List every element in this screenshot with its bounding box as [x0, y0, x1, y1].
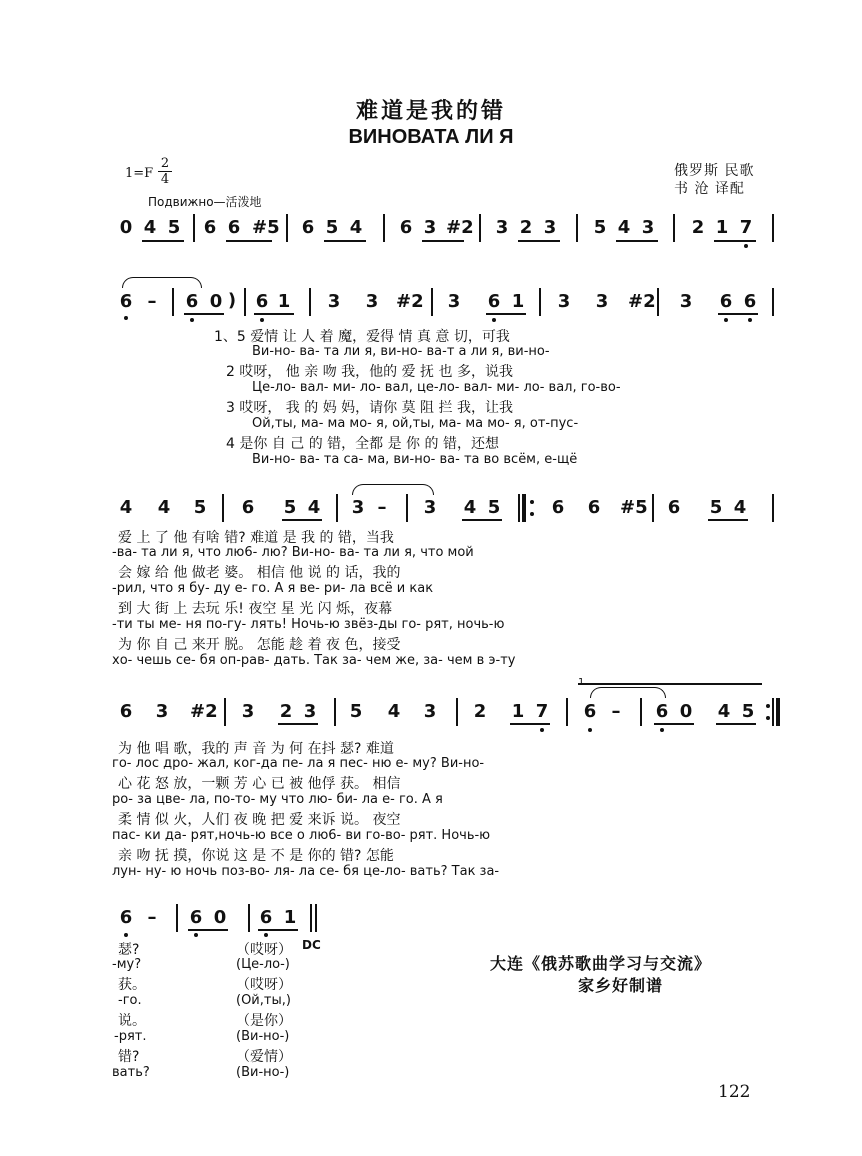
lyric-end: 错?	[118, 1049, 140, 1065]
note: 6	[119, 291, 133, 312]
note: 5	[487, 497, 501, 518]
note: 3	[303, 701, 317, 722]
page-number: 122	[718, 1082, 751, 1102]
note: 3	[495, 217, 509, 238]
note: 3	[543, 217, 557, 238]
eighth-beam	[510, 723, 550, 725]
dash: –	[147, 907, 157, 928]
note: 3	[447, 291, 461, 312]
lyric-line: 为 他 唱 歌，我的 声 音 为 何 在抖 瑟? 难道	[118, 741, 394, 757]
note: #2	[190, 701, 218, 722]
note: 6	[301, 217, 315, 238]
note: 4	[119, 497, 133, 518]
publisher-line-2: 家乡好制谱	[578, 976, 664, 995]
note: 3	[351, 497, 365, 518]
lyric-line: 会 嫁 给 他 做老 婆。 相信 他 说 的 话，我的	[118, 565, 401, 581]
note: 6	[189, 907, 203, 928]
lyric-da-capo: （爱情）	[236, 1049, 292, 1065]
lyric-end: 说。	[118, 1013, 146, 1029]
low-octave-dot	[260, 318, 264, 322]
eighth-beam	[142, 240, 184, 242]
eighth-beam	[518, 240, 560, 242]
note: 6	[551, 497, 565, 518]
barline	[336, 494, 338, 522]
low-octave-dot	[194, 933, 198, 937]
note: 1	[715, 217, 729, 238]
note: 6	[185, 291, 199, 312]
note: 6	[241, 497, 255, 518]
barline	[640, 698, 642, 726]
note: 3	[423, 217, 437, 238]
low-octave-dot	[264, 933, 268, 937]
note: 2	[279, 701, 293, 722]
tempo-marking: Подвижно—活泼地	[148, 195, 262, 209]
note: 3	[423, 701, 437, 722]
low-octave-dot	[588, 728, 592, 732]
barline	[576, 214, 578, 242]
dash: –	[147, 291, 157, 312]
note: 3	[679, 291, 693, 312]
lyric-line: 心 花 怒 放，一颗 芳 心 已 被 他俘 获。 相信	[118, 776, 401, 792]
low-octave-dot	[540, 728, 544, 732]
dash: –	[611, 701, 621, 722]
barline	[539, 288, 541, 316]
lyric-line: 为 你 自 己 来开 脱。 怎能 趁 着 夜 色，接受	[118, 637, 401, 653]
note: 4	[307, 497, 321, 518]
note: 6	[667, 497, 681, 518]
note: 5	[709, 497, 723, 518]
note: 5	[593, 217, 607, 238]
note: 1	[511, 291, 525, 312]
note: 6	[587, 497, 601, 518]
note: 0	[209, 291, 223, 312]
barline	[431, 288, 433, 316]
song-title-russian: ВИНОВАТА ЛИ Я	[348, 126, 514, 148]
note: 3	[155, 701, 169, 722]
repeat-dot	[530, 512, 534, 516]
note: 3	[423, 497, 437, 518]
note: 6	[227, 217, 241, 238]
note: #2	[628, 291, 656, 312]
repeat-end-bar	[776, 698, 780, 726]
note: #5	[252, 217, 280, 238]
barline	[334, 698, 336, 726]
lyric-line: го- лос дро- жал, ког-да пе- ла я пес- ню е- му? Ви-но-	[112, 756, 485, 771]
repeat-start-bar	[522, 494, 526, 522]
volta-bracket	[578, 683, 762, 685]
lyric-da-capo: （是你）	[236, 1013, 292, 1029]
lyric-line: 亲 吻 抚 摸，你说 这 是 不 是 你的 错? 怎能	[118, 848, 394, 864]
lyric-end: вать?	[112, 1065, 150, 1080]
lyric-line: 爱 上 了 他 有啥 错? 难道 是 我 的 错，当我	[118, 530, 394, 546]
note: 6	[255, 291, 269, 312]
note: 6	[655, 701, 669, 722]
barline	[248, 904, 250, 932]
barline	[309, 288, 311, 316]
lyric-line: -ти ты ме- ня по-гу- лять! Ночь-ю звёз-ды го- рят, ночь-ю	[112, 617, 505, 632]
lyric-line: 3 哎呀， 我 的 妈 妈，请你 莫 阻 拦 我，让我	[226, 400, 513, 416]
barline	[673, 214, 675, 242]
lyric-line: Ви-но- ва- та са- ма, ви-но- ва- та во всём, е-щё	[252, 452, 578, 467]
barline	[652, 494, 654, 522]
tie	[590, 687, 666, 698]
eighth-beam	[716, 723, 756, 725]
lyric-line: ро- за цве- ла, по-то- му что лю- би- ла е- го. А я	[112, 792, 443, 807]
barline	[224, 698, 226, 726]
lyric-da-capo: (Ви-но-)	[236, 1029, 290, 1044]
final-barline	[310, 904, 312, 932]
credit-origin: 俄罗斯 民歌	[674, 163, 755, 179]
note: 5	[167, 217, 181, 238]
note: 0	[679, 701, 693, 722]
low-octave-dot	[724, 318, 728, 322]
eighth-beam	[708, 519, 748, 521]
barline	[222, 494, 224, 522]
note: 2	[691, 217, 705, 238]
note: 3	[641, 217, 655, 238]
eighth-beam	[254, 313, 294, 315]
eighth-beam	[282, 519, 322, 521]
low-octave-dot	[744, 244, 748, 248]
barline	[772, 698, 774, 726]
eighth-beam	[184, 313, 224, 315]
barline	[244, 288, 246, 316]
note: 2	[519, 217, 533, 238]
note: 3	[241, 701, 255, 722]
lyric-da-capo: (Ви-но-)	[236, 1065, 290, 1080]
barline	[657, 288, 659, 316]
note: 3	[365, 291, 379, 312]
eighth-beam	[324, 240, 366, 242]
dash: –	[377, 497, 387, 518]
measure-1-notes	[116, 217, 136, 238]
note: 4	[157, 497, 171, 518]
song-title-chinese: 难道是我的错	[355, 98, 506, 124]
lyric-line: Ой,ты, ма- ма мо- я, ой,ты, ма- ма мо- я, от-пус-	[252, 416, 579, 431]
barline	[772, 288, 774, 316]
barline	[456, 698, 458, 726]
barline	[286, 214, 288, 242]
lyric-line: 柔 情 似 火，人们 夜 晚 把 爱 来诉 说。 夜空	[118, 812, 401, 828]
note: 6	[203, 217, 217, 238]
final-barline	[315, 904, 317, 932]
note: 6	[119, 907, 133, 928]
note: 7	[739, 217, 753, 238]
lyric-line: пас- ки да- рят,ночь-ю все о лю6- ви го-во- рят. Ночь-ю	[112, 828, 491, 843]
lyric-line: -рил, что я бу- ду е- го. А я ве- ри- ла всё и как	[112, 581, 434, 596]
barline	[566, 698, 568, 726]
dc-marking: DC	[302, 938, 321, 952]
lyric-line: хо- чешь се- бя оп-рав- дать. Так за- чем же, за- чем в э-ту	[112, 653, 516, 668]
low-octave-dot	[660, 728, 664, 732]
lyric-da-capo: (Це-ло-)	[236, 957, 290, 972]
barline	[193, 214, 195, 242]
note: 3	[557, 291, 571, 312]
note: #2	[396, 291, 424, 312]
note: 1	[511, 701, 525, 722]
eighth-beam	[714, 240, 756, 242]
barline	[176, 904, 178, 932]
note: 7	[535, 701, 549, 722]
key-signature: 1=F	[125, 166, 154, 181]
note: 5	[349, 701, 363, 722]
eighth-beam	[462, 519, 502, 521]
barline	[518, 494, 520, 522]
repeat-dot	[766, 704, 770, 708]
note: 4	[717, 701, 731, 722]
note: 4	[733, 497, 747, 518]
tie	[352, 484, 434, 495]
eighth-beam	[422, 240, 464, 242]
barline	[479, 214, 481, 242]
lyric-end: 获。	[118, 977, 146, 993]
lyric-end: -го.	[118, 993, 142, 1008]
note: 4	[387, 701, 401, 722]
lyric-line: -ва- та ли я, что лю6- лю? Ви-но- ва- та ли я, что мой	[112, 545, 474, 560]
eighth-beam	[226, 240, 272, 242]
note: 1	[283, 907, 297, 928]
lyric-line: 到 大 街 上 去玩 乐! 夜空 星 光 闪 烁，夜幕	[118, 601, 393, 617]
barline	[383, 214, 385, 242]
barline	[772, 214, 774, 242]
note: #2	[446, 217, 474, 238]
lyric-end: -рят.	[114, 1029, 147, 1044]
lyric-line: 2 哎呀， 他 亲 吻 我，他的 爱 抚 也 多，说我	[226, 364, 513, 380]
lyric-line: лун- ну- ю ночь поз-во- ля- ла се- бя це-ло- вать? Так за-	[112, 864, 500, 879]
note: 5	[325, 217, 339, 238]
note: 5	[283, 497, 297, 518]
lyric-end: 瑟?	[118, 942, 140, 958]
note: 5	[193, 497, 207, 518]
time-signature-top: 2	[160, 156, 170, 171]
note: 6	[719, 291, 733, 312]
note: 0	[119, 217, 133, 238]
low-octave-dot	[748, 318, 752, 322]
barline	[406, 494, 408, 522]
credit-translator: 书 沧 译配	[674, 181, 745, 197]
eighth-beam	[188, 929, 228, 931]
eighth-beam	[654, 723, 694, 725]
lyric-da-capo: （哎呀）	[236, 942, 292, 958]
note: 3	[595, 291, 609, 312]
note: 4	[143, 217, 157, 238]
note: 6	[399, 217, 413, 238]
lyric-line: Ви-но- ва- та ли я, ви-но- ва-т а ли я, ви-но-	[252, 344, 550, 359]
note: 6	[583, 701, 597, 722]
low-octave-dot	[124, 316, 128, 320]
lyric-da-capo: (Ой,ты,)	[236, 993, 291, 1008]
repeat-dot	[530, 500, 534, 504]
note: 5	[741, 701, 755, 722]
time-signature-bottom: 4	[160, 172, 170, 187]
eighth-beam	[616, 240, 658, 242]
breath-mark: )	[227, 290, 237, 311]
note: 3	[327, 291, 341, 312]
note: 4	[617, 217, 631, 238]
low-octave-dot	[124, 933, 128, 937]
note: 2	[473, 701, 487, 722]
eighth-beam	[486, 313, 526, 315]
eighth-beam	[718, 313, 758, 315]
time-signature	[158, 156, 172, 187]
note: 6	[119, 701, 133, 722]
note: 1	[277, 291, 291, 312]
note: 4	[349, 217, 363, 238]
note: #5	[620, 497, 648, 518]
lyric-line: 1、5 爱情 让 人 着 魔，爱得 情 真 意 切，可我	[214, 329, 510, 345]
note: 0	[213, 907, 227, 928]
note: 6	[487, 291, 501, 312]
eighth-beam	[258, 929, 298, 931]
repeat-dot	[766, 716, 770, 720]
low-octave-dot	[190, 318, 194, 322]
eighth-beam	[278, 723, 318, 725]
tie	[122, 277, 202, 288]
lyric-line: 4 是你 自 己 的 错，全都 是 你 的 错，还想	[226, 436, 499, 452]
low-octave-dot	[492, 318, 496, 322]
note: 6	[259, 907, 273, 928]
note: 4	[463, 497, 477, 518]
lyric-end: -му?	[112, 957, 142, 972]
lyric-da-capo: （哎呀）	[236, 977, 292, 993]
lyric-line: Це-ло- вал- ми- ло- вал, це-ло- вал- ми- ло- вал, го-во-	[252, 380, 621, 395]
barline	[772, 494, 774, 522]
note: 6	[743, 291, 757, 312]
publisher-line-1: 大连《俄苏歌曲学习与交流》	[490, 954, 712, 973]
barline	[172, 288, 174, 316]
